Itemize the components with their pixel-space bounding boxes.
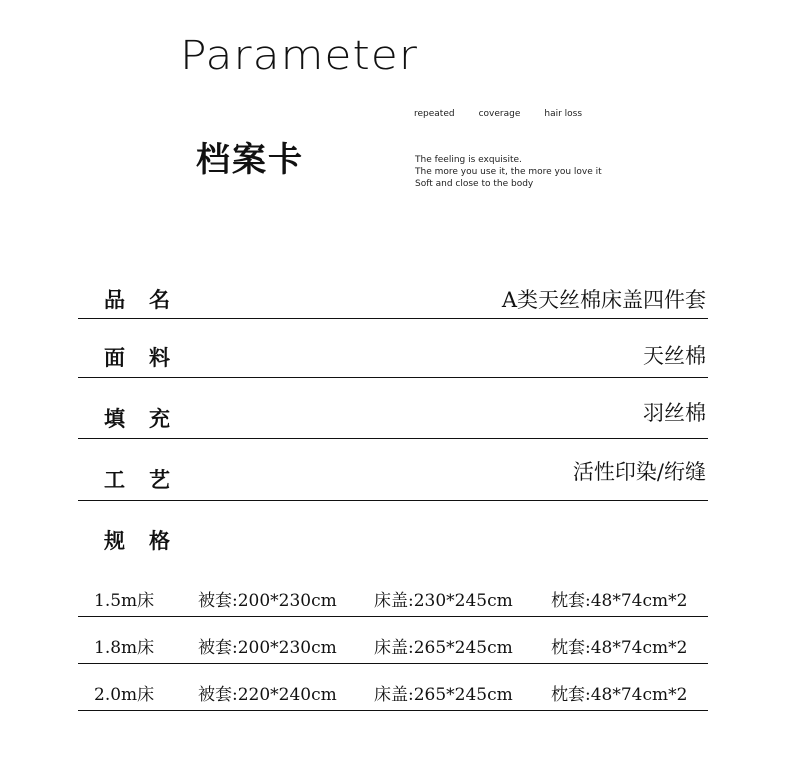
param-row-fabric — [78, 318, 708, 378]
param-label: 品名 — [104, 288, 194, 312]
size-cell: 1.8m床 — [94, 638, 155, 658]
tagline-line: The more you use it, the more you love it — [415, 167, 602, 177]
spec-label: 规格 — [104, 529, 194, 553]
tagline-line: Soft and close to the body — [415, 179, 534, 189]
param-value: 天丝棉 — [643, 344, 706, 368]
pillow-cell: 枕套:48*74cm*2 — [551, 591, 688, 611]
param-label: 工艺 — [104, 468, 194, 492]
tagline-line: The feeling is exquisite. — [415, 155, 522, 165]
bedspread-cell: 床盖:230*245cm — [374, 591, 513, 611]
tag-item: hair loss — [544, 109, 583, 119]
page-title: Parameter — [180, 32, 418, 79]
param-row-name — [78, 278, 708, 319]
size-row — [78, 670, 708, 711]
param-row-filling — [78, 377, 708, 439]
pillow-cell: 枕套:48*74cm*2 — [551, 638, 688, 658]
param-value: A类天丝棉床盖四件套 — [501, 288, 706, 312]
page-subtitle: 档案卡 — [196, 140, 304, 180]
pillow-cell: 枕套:48*74cm*2 — [551, 685, 688, 705]
size-row — [78, 623, 708, 664]
tag-list — [414, 109, 606, 119]
size-cell: 2.0m床 — [94, 685, 155, 705]
param-row-craft — [78, 438, 708, 501]
param-label: 面料 — [104, 346, 194, 370]
duvet-cell: 被套:200*230cm — [198, 591, 337, 611]
param-label: 填充 — [104, 407, 194, 431]
size-cell: 1.5m床 — [94, 591, 155, 611]
duvet-cell: 被套:220*240cm — [198, 685, 337, 705]
duvet-cell: 被套:200*230cm — [198, 638, 337, 658]
tag-item: repeated — [414, 109, 455, 119]
bedspread-cell: 床盖:265*245cm — [374, 685, 513, 705]
param-value: 羽丝棉 — [643, 401, 706, 425]
size-row — [78, 576, 708, 617]
tagline — [415, 154, 602, 190]
param-value: 活性印染/绗缝 — [572, 460, 706, 484]
bedspread-cell: 床盖:265*245cm — [374, 638, 513, 658]
tag-item: coverage — [478, 109, 521, 119]
